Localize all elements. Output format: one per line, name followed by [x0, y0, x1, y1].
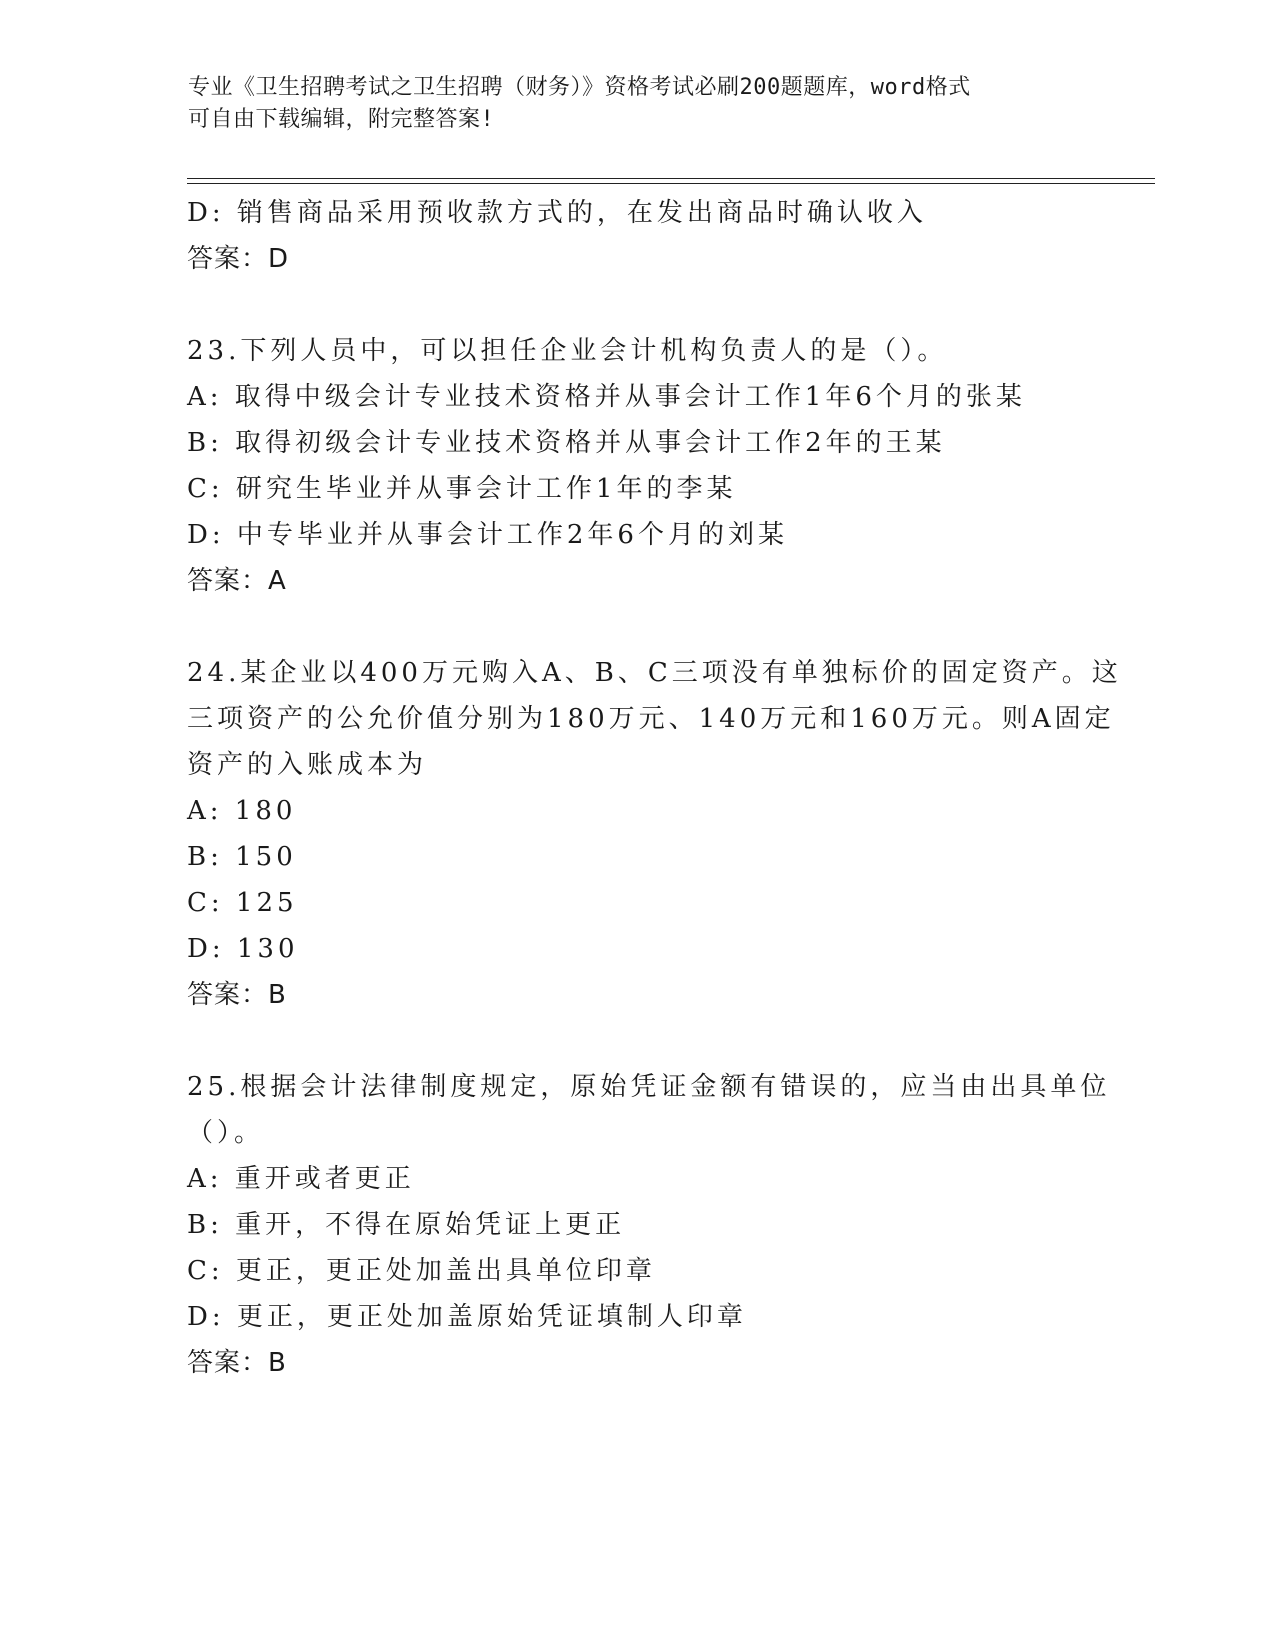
- option-a: A: 取得中级会计专业技术资格并从事会计工作1年6个月的张某: [187, 382, 1026, 412]
- header-title-line2: 可自由下载编辑，附完整答案!: [188, 107, 495, 132]
- spacer: [187, 282, 1087, 328]
- option-d: D: 130: [187, 934, 299, 964]
- question-stem-line-1: 24.某企业以400万元购入A、B、C三项没有单独标价的固定资产。这: [187, 658, 1122, 688]
- option-d: D: 更正，更正处加盖原始凭证填制人印章: [187, 1302, 747, 1332]
- option-c: C: 125: [187, 888, 298, 918]
- question-stem-line-2: 三项资产的公允价值分别为180万元、140万元和160万元。则A固定: [187, 704, 1115, 734]
- spacer: [187, 604, 1087, 650]
- option-a: A: 180: [187, 796, 297, 826]
- question-stem-line-2: （）。: [187, 1118, 265, 1148]
- document-header: [188, 72, 1088, 136]
- option-d: D: 销售商品采用预收款方式的，在发出商品时确认收入: [187, 198, 927, 228]
- answer-line: 答案：A: [187, 566, 287, 596]
- question-stem-line-3: 资产的入账成本为: [187, 750, 428, 780]
- answer-line: 答案：B: [187, 1348, 287, 1378]
- answer-line: 答案：B: [187, 980, 287, 1010]
- option-d: D: 中专毕业并从事会计工作2年6个月的刘某: [187, 520, 788, 550]
- option-c: C: 更正，更正处加盖出具单位印章: [187, 1256, 656, 1286]
- spacer: [187, 1018, 1087, 1064]
- option-b: B: 重开，不得在原始凭证上更正: [187, 1210, 626, 1240]
- option-b: B: 取得初级会计专业技术资格并从事会计工作2年的王某: [187, 428, 946, 458]
- previous-question-tail: [187, 190, 1087, 282]
- option-c: C: 研究生毕业并从事会计工作1年的李某: [187, 474, 737, 504]
- header-title-line1: 专业《卫生招聘考试之卫生招聘（财务）》资格考试必刷200题题库，word格式: [188, 75, 971, 100]
- question-24: [187, 650, 1122, 1018]
- question-stem: 23.下列人员中，可以担任企业会计机构负责人的是（）。: [187, 336, 948, 366]
- option-a: A: 重开或者更正: [187, 1164, 415, 1194]
- answer-line: 答案：D: [187, 244, 290, 274]
- option-b: B: 150: [187, 842, 297, 872]
- question-23: [187, 328, 1087, 604]
- question-list: [187, 190, 1122, 1386]
- question-25: [187, 1064, 1111, 1386]
- question-stem-line-1: 25.根据会计法律制度规定，原始凭证金额有错误的，应当由出具单位: [187, 1072, 1111, 1102]
- header-divider: [187, 178, 1155, 184]
